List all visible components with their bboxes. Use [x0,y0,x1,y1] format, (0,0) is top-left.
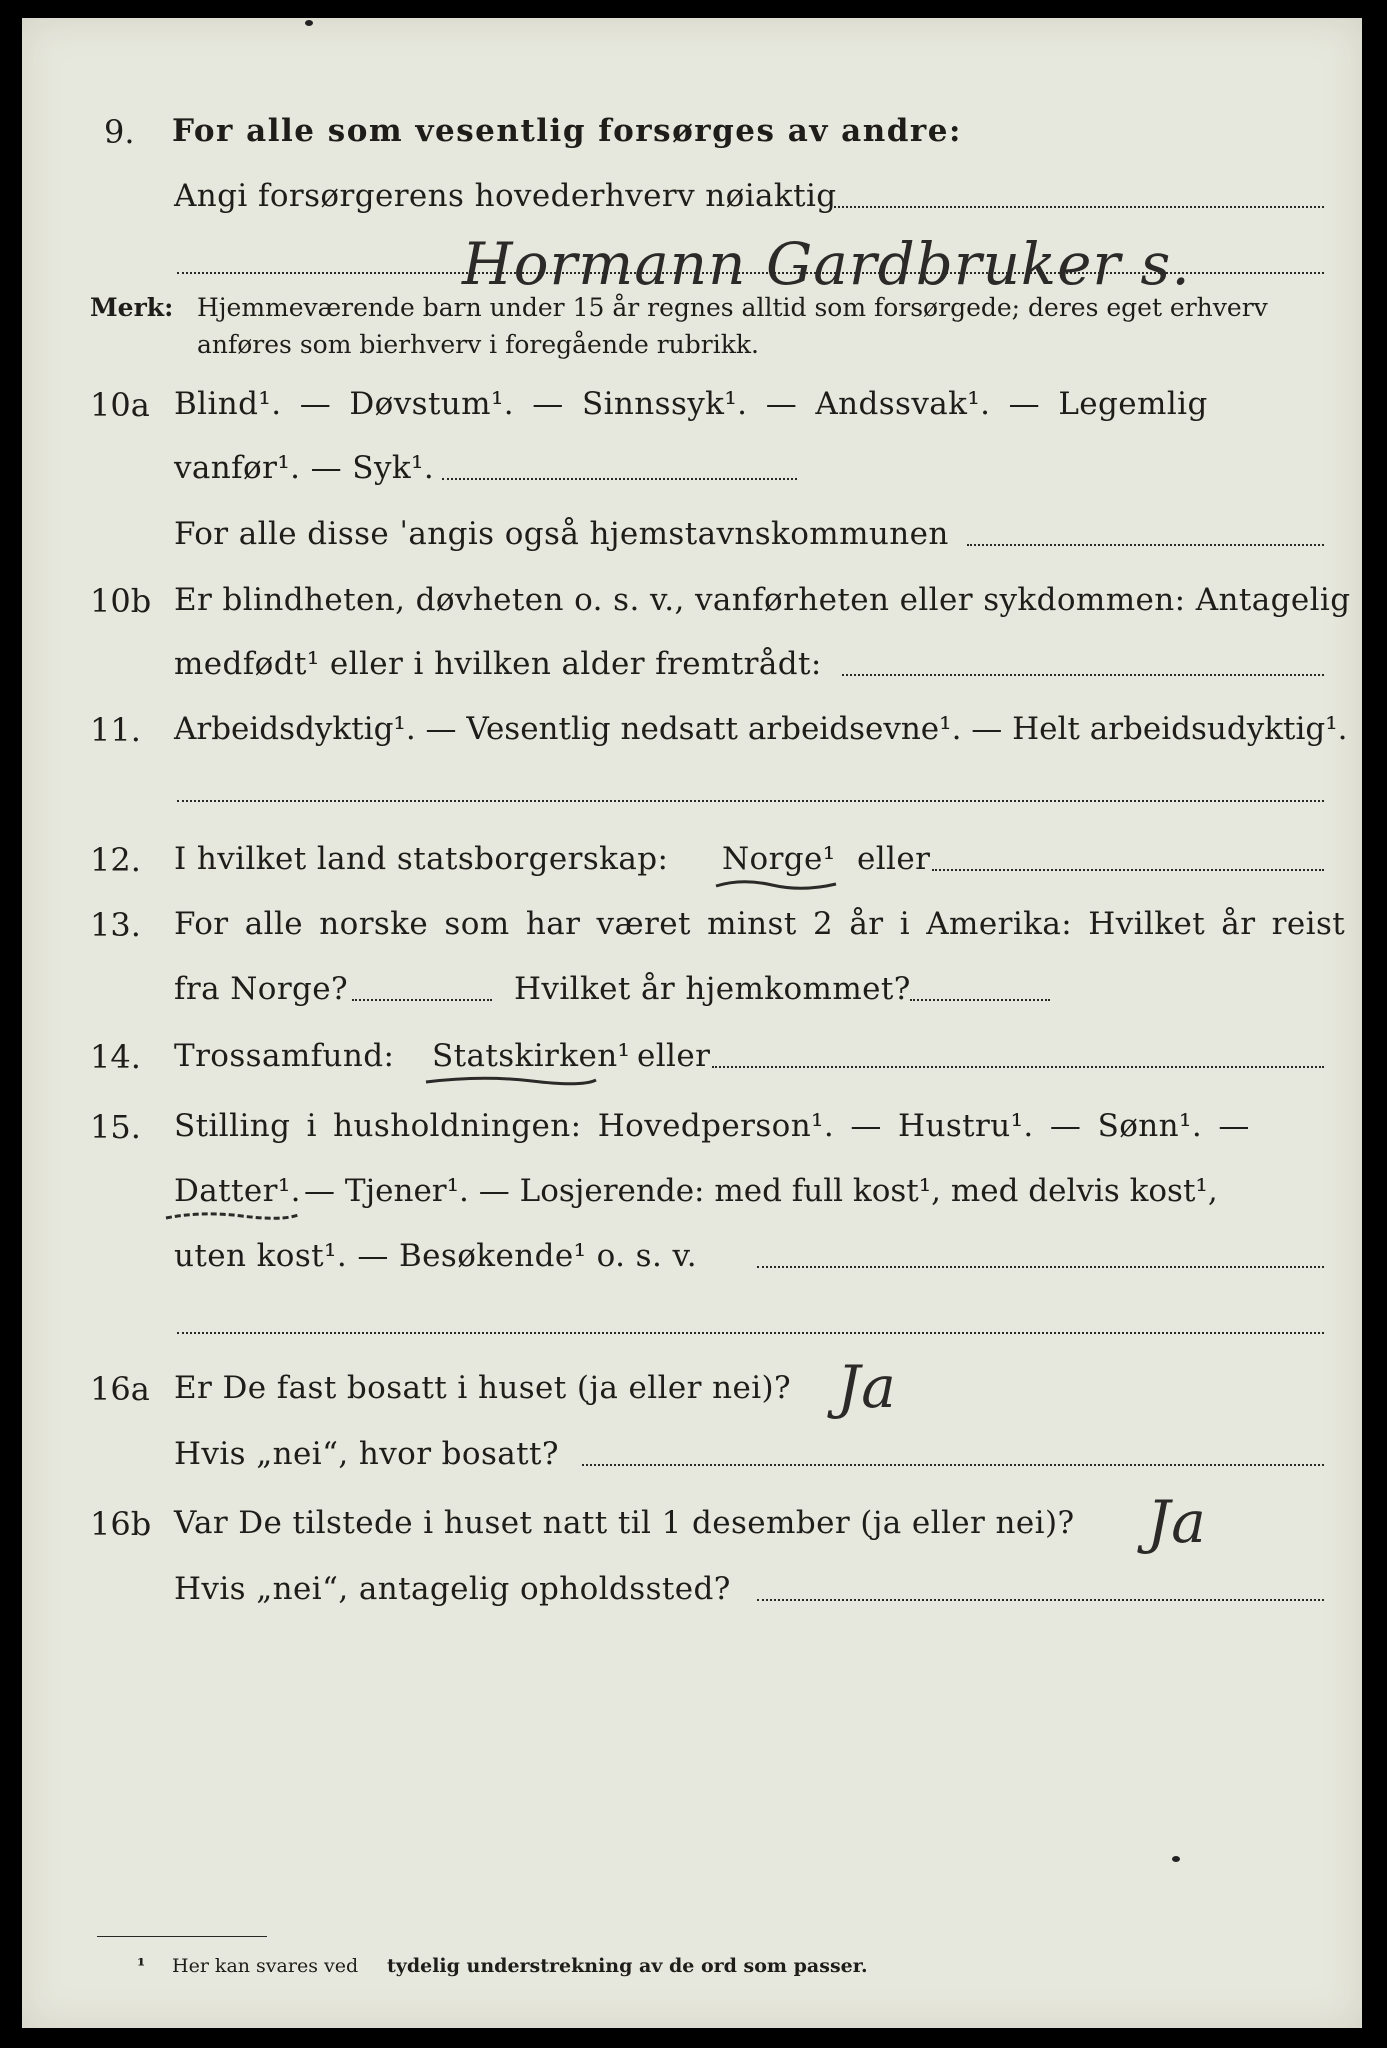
q16b-number: 16b [90,1505,152,1543]
footnote-mark: ¹ [137,1955,146,1977]
q15-line-2: — Tjener¹. — Losjerende: med full kost¹, med delvis kost¹, [304,1173,1218,1209]
q16a-line-2: Hvis „nei“, hvor bosatt? [174,1436,559,1472]
q15-answer-line-2 [177,1332,1324,1334]
merk-label: Merk: [90,293,174,322]
q15-underline-mark [162,1208,302,1226]
q16b-line-2: Hvis „nei“, antagelig opholdssted? [174,1571,731,1607]
q10a-municipality-line [967,544,1324,546]
q14-text: Trossamfund: [174,1038,395,1074]
q9-handwritten-answer: Hormann Gardbruker s. [462,230,1191,298]
q10b-line-1: Er blindheten, døvheten o. s. v., vanførheten eller sykdommen: Antagelig [174,582,1351,618]
ink-speck [1172,1856,1180,1862]
q13-left-year-line [352,999,492,1001]
q16a-number: 16a [90,1370,150,1408]
q13-line-2a: fra Norge? [174,971,349,1007]
q16a-line-1: Er De fast bosatt i huset (ja eller nei)? [174,1370,792,1406]
q10a-line-1: Blind¹. — Døvstum¹. — Sinnssyk¹. — Andssvak¹. — Legemlig [174,386,1208,422]
q12-option-norge: Norge¹ [722,841,836,877]
q16b-line-1: Var De tilstede i huset natt til 1 desember (ja eller nei)? [174,1505,1075,1541]
footnote-text-a: Her kan svares ved [172,1955,359,1977]
q16b-answer-line [757,1599,1324,1601]
q9-answer-line-2 [177,272,1324,274]
q14-option-statskirken: Statskirken¹ [432,1038,631,1074]
footnote-text-b: tydelig understrekning av de ord som passer. [387,1955,868,1977]
q12-rest: eller [857,841,931,877]
q14-rest: eller [637,1038,711,1074]
q9-title: For alle som vesentlig forsørges av andre: [172,113,962,149]
q16a-answer-line [582,1464,1324,1466]
q11-answer-line [177,800,1324,802]
q11-number: 11. [90,711,141,749]
q9-number: 9. [104,113,135,151]
q12-answer-line [932,869,1324,871]
q10a-sick-line [442,478,797,480]
footnote-rule [97,1936,267,1937]
q10b-age-line [842,674,1324,676]
q15-answer-line [757,1266,1324,1268]
q15-line-1: Stilling i husholdningen: Hovedperson¹. — Hustru¹. — Sønn¹. — [174,1108,1250,1144]
q13-line-2b: Hvilket år hjemkommet? [514,971,911,1007]
q14-number: 14. [90,1038,141,1076]
q12-underline-mark [712,876,842,896]
q16a-handwritten-answer: Ja [837,1353,897,1421]
q10b-number: 10b [90,582,152,620]
q10b-line-2: medfødt¹ eller i hvilken alder fremtrådt: [174,646,822,682]
form-page [22,18,1362,2028]
q15-number: 15. [90,1108,141,1146]
q13-line-1: For alle norske som har været minst 2 år i Amerika: Hvilket år reist [174,906,1346,942]
q16b-handwritten-answer: Ja [1147,1488,1207,1556]
q12-number: 12. [90,841,141,879]
ink-speck [305,20,313,26]
q12-text: I hvilket land statsborgerskap: [174,841,669,877]
q13-return-year-line [910,999,1050,1001]
q14-underline-mark [422,1073,602,1091]
q15-option-datter: Datter¹. [174,1173,301,1209]
q9-question: Angi forsørgerens hovederhverv nøiaktig [174,178,837,214]
q10a-line-3: For alle disse ˈangis også hjemstavnskommunen [174,516,949,552]
merk-line-1: Hjemmeværende barn under 15 år regnes alltid som forsørgede; deres eget erhverv [197,293,1268,322]
q14-answer-line [712,1066,1324,1068]
q10a-number: 10a [90,386,150,424]
q9-answer-line [834,206,1324,208]
q10a-line-2: vanfør¹. — Syk¹. [174,450,435,486]
q13-number: 13. [90,906,141,944]
merk-line-2: anføres som bierhverv i foregående rubrikk. [197,330,759,359]
q15-line-3: uten kost¹. — Besøkende¹ o. s. v. [174,1238,697,1274]
q11-line-1: Arbeidsdyktig¹. — Vesentlig nedsatt arbeidsevne¹. — Helt arbeidsudyktig¹. [174,711,1348,747]
